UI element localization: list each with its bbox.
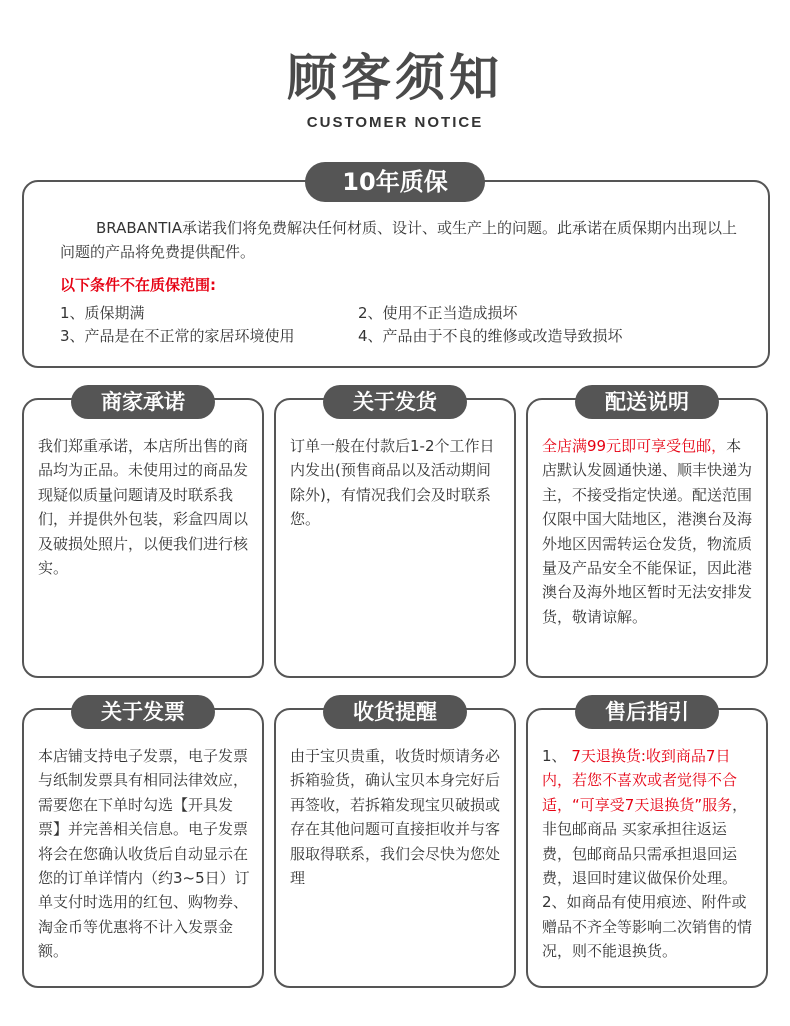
card-delivery — [526, 398, 768, 678]
after-sales-text-2: 2、如商品有使用痕迹、附件或赠品不齐全等影响二次销售的情况，则不能退换货。 — [542, 893, 753, 961]
card-text: 订单一般在付款后1-2个工作日内发出(预售商品以及活动期间除外)，有情况我们会及时联系您。 — [290, 437, 495, 529]
card-text: 我们郑重承诺，本店所出售的商品均为正品。未使用过的商品发现疑似质量问题请及时联系我们，并提供外包装，彩盒四周以及破损处照片，以便我们进行核实。 — [38, 437, 249, 578]
card-title: 收货提醒 — [323, 695, 467, 729]
card-text — [542, 744, 756, 964]
warranty-condition: 4、产品由于不良的维修或改造导致损坏 — [358, 327, 623, 345]
card-text: 本店铺支持电子发票，电子发票与纸制发票具有相同法律效应，需要您在下单时勾选【开具发票】并完善相关信息。电子发票将会在您确认收货后自动显示在您的订单详情内（约3~5日）订单支付时选用的红包、购物券、淘金币等优惠将不计入发票金额。 — [38, 747, 250, 961]
warranty-condition: 2、使用不正当造成损坏 — [358, 304, 518, 322]
card-title: 关于发票 — [71, 695, 215, 729]
warranty-intro: BRABANTIA承诺我们将免费解决任何材质、设计、或生产上的问题。此承诺在质保期内出现以上问题的产品将免费提供配件。 — [60, 219, 737, 261]
card-title: 售后指引 — [575, 695, 719, 729]
page-subtitle: CUSTOMER NOTICE — [306, 114, 484, 131]
warranty-badge: 10年质保 — [305, 162, 485, 202]
card-text: 由于宝贝贵重，收货时烦请务必拆箱验货，确认宝贝本身完好后再签收，若拆箱发现宝贝破损或存在其他问题可直接拒收并与客服取得联系，我们会尽快为您处理 — [290, 747, 501, 888]
return-policy-highlight: 7天退换货:收到商品7日内，若您不喜欢或者觉得不合适，“可享受7天退换货”服务 — [542, 747, 738, 814]
card-receipt-reminder — [274, 708, 516, 988]
card-merchant-promise — [22, 398, 264, 678]
card-title: 配送说明 — [575, 385, 719, 419]
after-sales-prefix: 1、 — [542, 747, 572, 765]
card-after-sales — [526, 708, 768, 988]
delivery-text: 本店默认发圆通快递、顺丰快递为主，不接受指定快递。配送范围仅限中国大陆地区，港澳台及海外地区因需转运仓发货，物流质量及产品安全不能保证，因此港澳台及海外地区暂时无法安排发货，敬请谅解。 — [542, 437, 753, 626]
warranty-condition: 3、产品是在不正常的家居环境使用 — [60, 327, 295, 345]
card-shipping — [274, 398, 516, 678]
warranty-excluded-heading: 以下条件不在质保范围: — [60, 276, 216, 294]
card-title: 关于发货 — [323, 385, 467, 419]
card-invoice — [22, 708, 264, 988]
page-title: 顾客须知 — [287, 49, 503, 107]
after-sales-text: ，非包邮商品 买家承担往返运费，包邮商品只需承担退回运费，退回时建议做保价处理。 — [542, 795, 748, 888]
card-text — [542, 434, 756, 629]
card-title: 商家承诺 — [71, 385, 215, 419]
warranty-condition: 1、质保期满 — [60, 304, 145, 322]
warranty-box — [22, 180, 770, 368]
free-shipping-highlight: 全店满99元即可享受包邮， — [542, 437, 727, 455]
